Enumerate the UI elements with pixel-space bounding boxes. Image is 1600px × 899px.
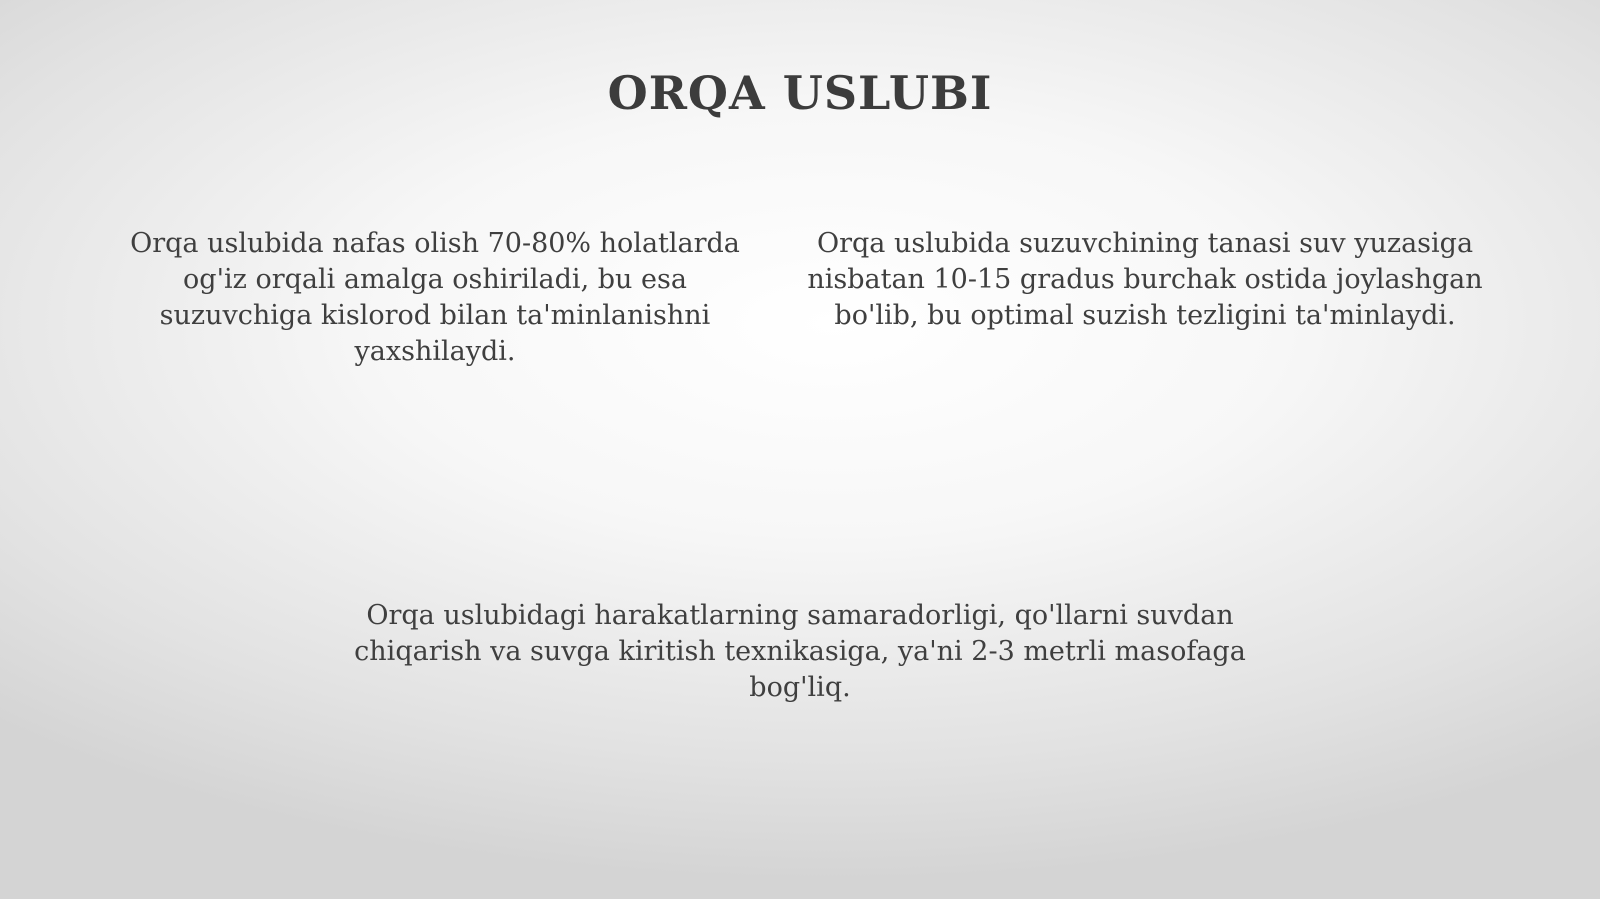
slide-title: ORQA USLUBI xyxy=(607,66,993,120)
paragraph-body-angle: Orqa uslubida suzuvchining tanasi suv yuzasiga nisbatan 10-15 gradus burchak ostida joylashgan bo'lib, bu optimal suzish tezligini ta'minlaydi. xyxy=(807,228,1483,331)
paragraph-breathing: Orqa uslubida nafas olish 70-80% holatlarda og'iz orqali amalga oshiriladi, bu esa suzuvchiga kislorod bilan ta'minlanishni yaxshilaydi. xyxy=(130,228,740,367)
paragraph-arm-technique: Orqa uslubidagi harakatlarning samaradorligi, qo'llarni suvdan chiqarish va suvga kiritish texnikasiga, ya'ni 2-3 metrli masofaga bog'liq. xyxy=(354,600,1246,703)
